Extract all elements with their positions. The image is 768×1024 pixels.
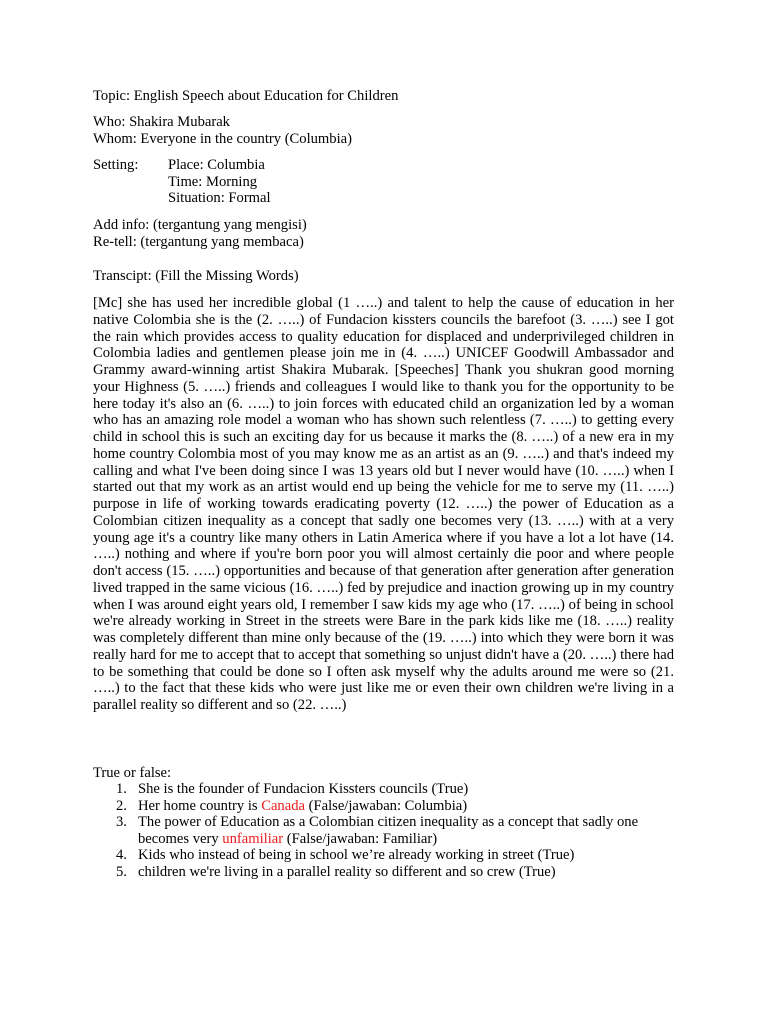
setting-situation: Situation: Formal [168, 190, 271, 207]
list-item [93, 847, 674, 864]
highlight-word: unfamiliar [222, 830, 284, 847]
list-item [93, 864, 674, 881]
setting-time: Time: Morning [168, 173, 258, 190]
list-item [93, 798, 674, 815]
true-false-list [93, 781, 674, 881]
list-item [93, 781, 674, 798]
transcript-paragraph: [Mc] she has used her incredible global (1 …..) and talent to help the cause of education in her native Colombia she is the (2. …..) of Fundacion kissters councils the barefoot (3. …..) see I got the rain which provides access to quality education for displaced and underprivileged children in Colombia ladies and gentlemen please join me in (4. …..) UNICEF Goodwill Ambassador and Grammy award-winning artist Shakira Mubarak. [Speeches] Thank you shukran good morning your Highness (5. …..) friends and colleagues I would like to thank you for the opportunity to be here today it's also an (6. …..) to join forces with educated child an organization led by a woman who has an amazing role model a woman who has shown such relentless (7. …..) to getting every child in school this is such an exciting day for us because it marks the (8. …..) of a new era in my home country Colombia most of you may know me as an artist as an (9. …..) and that's indeed my calling and what I've been doing since I was 13 years old but I never would have (10. …..) when I started out that my work as an artist would end up being the vehicle for me to serve my (11. …..) purpose in life of working towards eradicating poverty (12. …..) the power of Education as a Colombian citizen inequality as a concept that sadly one becomes very (13. …..) with at a very young age it's a country like many others in Latin America where if you have a lot a lot have (14. …..) nothing and where if you're born poor you will almost certainly die poor and where people don't access (15. …..) opportunities and because of that generation after generation after generation lived trapped in the same vicious (16. …..) fed by prejudice and inaction growing up in my country when I was around eight years old, I remember I saw kids my age who (17. …..) of being in school we're already working in Street in the streets were Bare in the park kids like me (18. …..) reality was completely different than mine only because of the (19. …..) into which they were born it was really hard for me to accept that to accept that something so unjust didn't have a (20. …..) there had to be something that could be done so I often ask myself why the adults around me were so (21. …..) to the fact that these kids who were just like me or even their own children we're living in a parallel reality so different and so (22. …..) [93, 295, 674, 713]
list-number: 5. [116, 863, 127, 880]
list-item-text-after: (False/jawaban: Familiar) [283, 830, 438, 847]
transcript-title: Transcipt: (Fill the Missing Words) [93, 268, 299, 284]
add-info-line: Add info: (tergantung yang mengisi) [93, 217, 307, 233]
retell-line: Re-tell: (tergantung yang membaca) [93, 234, 304, 250]
setting-section [93, 157, 674, 207]
list-item-text-before: Her home country is [138, 797, 262, 814]
list-number: 2. [116, 797, 127, 814]
list-item-text-before: The power of Education as a Colombian citizen inequality as a concept that sadly one becomes very [138, 814, 639, 847]
topic-line: Topic: English Speech about Education for Children [93, 88, 399, 104]
who-line: Who: Shakira Mubarak [93, 114, 230, 130]
highlight-word: Canada [261, 797, 305, 814]
setting-label: Setting: [93, 157, 139, 173]
setting-place: Place: Columbia [168, 157, 265, 173]
list-item-text: She is the founder of Fundacion Kissters councils (True) [138, 781, 469, 797]
list-number: 4. [116, 847, 127, 864]
whom-line: Whom: Everyone in the country (Columbia) [93, 130, 352, 147]
list-item [93, 814, 674, 847]
list-item-text: children we're living in a parallel reality so different and so crew (True) [138, 863, 556, 880]
list-item-text-after: (False/jawaban: Columbia) [304, 797, 468, 814]
list-number: 1. [116, 781, 127, 797]
list-number: 3. [116, 814, 127, 831]
list-item-text: Kids who instead of being in school we’re already working in street (True) [138, 847, 575, 864]
true-false-title: True or false: [93, 765, 172, 781]
